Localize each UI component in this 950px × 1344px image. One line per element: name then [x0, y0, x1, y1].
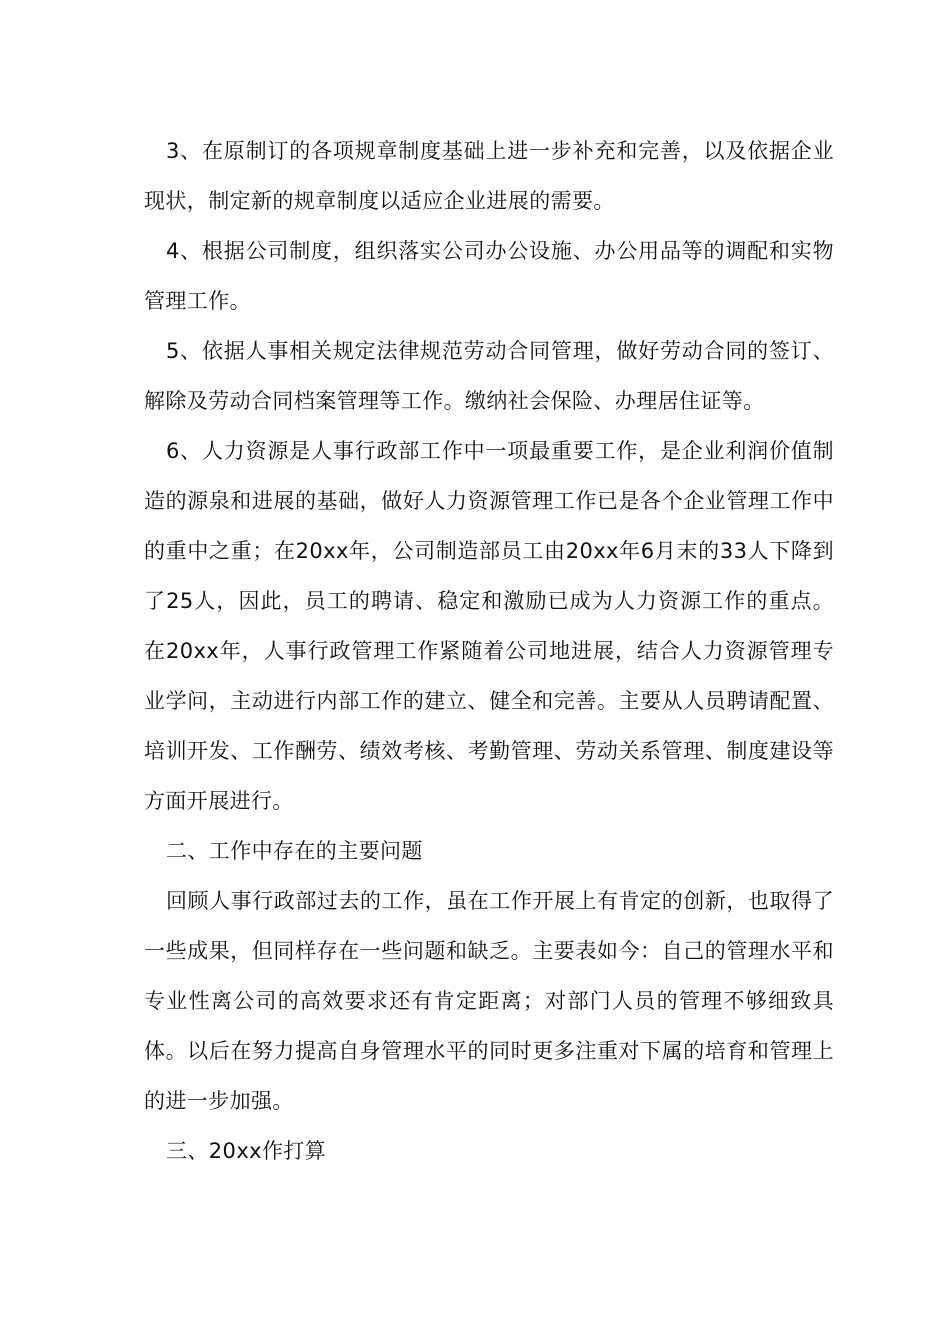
document-body [144, 126, 834, 1176]
paragraph-item-3: 3、在原制订的各项规章制度基础上进一步补充和完善，以及依据企业现状，制定新的规章制度以适应企业进展的需要。 [144, 139, 834, 213]
section-heading-problems: 二、工作中存在的主要问题 [166, 839, 423, 863]
paragraph-item-6: 6、人力资源是人事行政部工作中一项最重要工作，是企业利润价值制造的源泉和进展的基础，做好人力资源管理工作已是各个企业管理工作中的重中之重；在20xx年，公司制造部员工由20xx年6月末的33人下降到了25人，因此，员工的聘请、稳定和激励已成为人力资源工作的重点。在20xx年，人事行政管理工作紧随着公司地进展，结合人力资源管理专业学问，主动进行内部工作的建立、健全和完善。主要从人员聘请配置、培训开发、工作酬劳、绩效考核、考勤管理、劳动关系管理、制度建设等方面开展进行。 [144, 439, 834, 813]
paragraph-item-4: 4、根据公司制度，组织落实公司办公设施、办公用品等的调配和实物管理工作。 [144, 239, 834, 313]
section-heading-plan: 三、20xx作打算 [166, 1139, 327, 1163]
paragraph-item-5: 5、依据人事相关规定法律规范劳动合同管理，做好劳动合同的签订、解除及劳动合同档案管理等工作。缴纳社会保险、办理居住证等。 [144, 339, 834, 413]
paragraph-review: 回顾人事行政部过去的工作，虽在工作开展上有肯定的创新，也取得了一些成果，但同样存在一些问题和缺乏。主要表如今：自己的管理水平和专业性离公司的高效要求还有肯定距离；对部门人员的管理不够细致具体。以后在努力提高自身管理水平的同时更多注重对下属的培育和管理上的进一步加强。 [144, 889, 834, 1113]
